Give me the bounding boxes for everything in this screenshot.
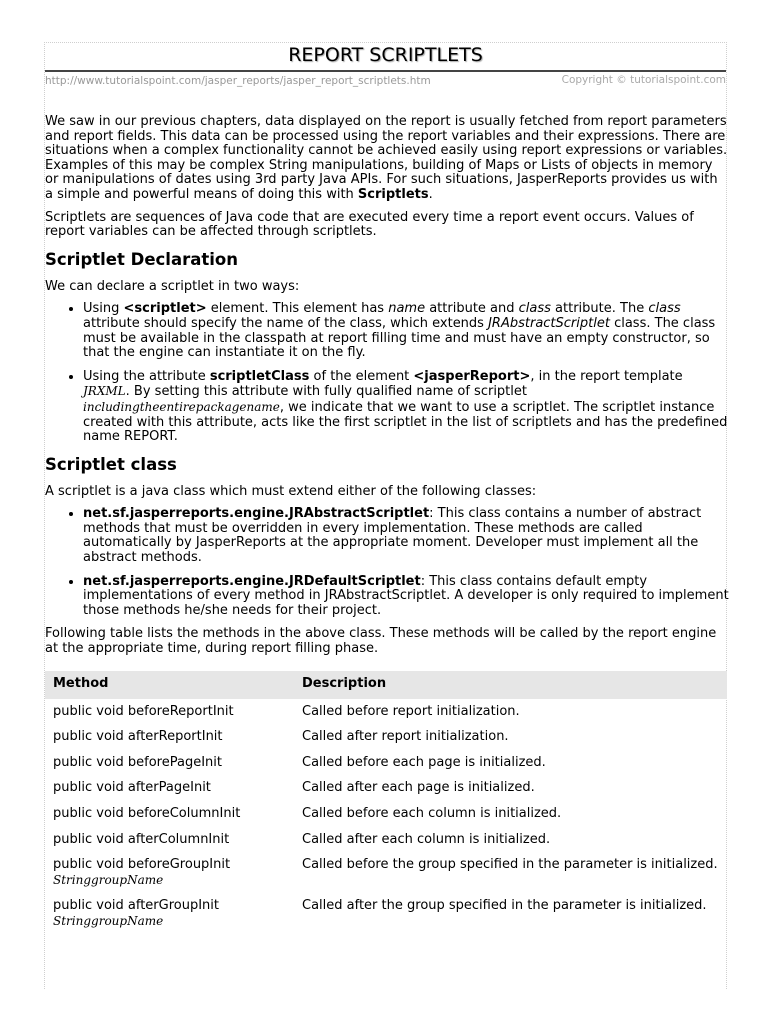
declaration-list: [45, 302, 729, 444]
method-name: public void beforePageInit: [53, 754, 222, 770]
text-run: .: [428, 186, 433, 202]
table-header-row: [45, 671, 727, 699]
bold-text: <jasperReport>: [413, 368, 531, 384]
method-cell: [45, 724, 294, 750]
description-cell: Called after report initialization.: [302, 729, 509, 745]
text-run: Using: [83, 301, 124, 317]
method-name: public void beforeColumnInit: [53, 806, 241, 821]
text-run: attribute. The: [550, 301, 649, 317]
method-cell: [45, 750, 294, 776]
section-heading-scriptlet-class: Scriptlet class: [45, 454, 177, 474]
description-cell: Called before each column is initialized.: [302, 806, 562, 821]
table-row: [45, 775, 727, 801]
description-cell: Called before each page is initialized.: [302, 754, 546, 770]
column-header-description: Description: [294, 671, 727, 699]
scriptlet-class-list: [45, 507, 729, 618]
italic-text: name: [388, 301, 426, 317]
table-row: [45, 724, 727, 750]
method-cell: [45, 699, 294, 725]
method-cell: [45, 775, 294, 801]
copyright-notice: Copyright © tutorialspoint.com: [561, 74, 726, 86]
text-run: : This class contains a number of abstract methods that must be overridden in every implementation. These methods are called automatically by JasperReports at the appropriate moment. Developer must implement all the abstract methods.: [83, 506, 702, 566]
method-parameter: StringgroupName: [53, 913, 164, 928]
section-heading-declaration: Scriptlet Declaration: [45, 249, 238, 269]
text-run: Scriptlets are sequences of Java code that are executed every time a report event occurs. Values of report variables can be affected through scriptlets.: [45, 209, 694, 240]
text-run: class. The class must be available in the classpath at report filling time and must have an empty constructor, so that the engine can instantiate it on the fly.: [83, 315, 716, 361]
list-item: [83, 575, 729, 619]
text-run: element. This element has: [206, 301, 389, 317]
method-cell: [45, 827, 294, 853]
table-row: [45, 750, 727, 776]
method-cell: [45, 852, 294, 893]
text-run: : This class contains default empty implementations of every method in JRAbstractScriptlet. A developer is only required to implement those methods he/she needs for their project.: [83, 573, 729, 618]
italic-text: class: [518, 301, 551, 317]
method-cell: [45, 893, 294, 934]
bold-text: scriptletClass: [209, 368, 310, 384]
text-run: attribute and: [425, 301, 519, 317]
bold-text: Scriptlets: [357, 186, 429, 202]
list-item: [83, 507, 729, 565]
method-name: public void beforeGroupInit: [53, 857, 231, 873]
method-cell: [45, 801, 294, 827]
description-cell: Called before the group specified in the parameter is initialized.: [302, 857, 718, 873]
table-row: [45, 801, 727, 827]
text-run: , in the report template: [530, 368, 683, 384]
method-name: public void afterColumnInit: [53, 831, 230, 847]
italic-text: includingtheentirepackagename: [83, 399, 280, 414]
italic-text: JRAbstractScriptlet: [488, 315, 610, 331]
method-name: public void beforeReportInit: [53, 703, 234, 719]
list-item: [83, 302, 729, 360]
method-parameter: StringgroupName: [53, 872, 164, 887]
description-cell: Called after each page is initialized.: [302, 780, 535, 796]
scriptlet-class-lead: A scriptlet is a java class which must extend either of the following classes:: [45, 483, 537, 499]
italic-text: JRXML: [83, 384, 126, 399]
table-row: [45, 827, 727, 853]
bold-text: net.sf.jasperreports.engine.JRAbstractScriptlet: [83, 506, 430, 522]
bold-text: <scriptlet>: [123, 301, 207, 317]
description-cell: Called after the group specified in the parameter is initialized.: [302, 898, 707, 914]
document-page: [44, 42, 727, 989]
methods-table: [45, 671, 727, 935]
text-run: of the element: [309, 368, 414, 384]
declaration-lead: We can declare a scriptlet in two ways:: [45, 278, 300, 294]
description-cell: Called before report initialization.: [302, 703, 520, 719]
bold-text: net.sf.jasperreports.engine.JRDefaultScriptlet: [83, 573, 421, 589]
text-run: attribute should specify the name of the class, which extends: [83, 315, 489, 331]
column-header-method: Method: [45, 671, 294, 699]
method-name: public void afterGroupInit: [53, 898, 220, 914]
method-name: public void afterReportInit: [53, 729, 223, 745]
text-run: Using the attribute: [83, 368, 210, 384]
text-run: , we indicate that we want to use a scriptlet. The scriptlet instance created with this attribute, acts like the first scriptlet in the list of scriptlets and has the predefined name REPORT.: [83, 399, 728, 445]
intro-paragraph: [45, 115, 729, 203]
title-divider: [45, 70, 726, 72]
table-row: [45, 852, 727, 893]
intro-paragraph: [45, 211, 729, 240]
table-row: [45, 699, 727, 725]
text-run: We saw in our previous chapters, data displayed on the report is usually fetched from report parameters and report fields. This data can be processed using the report variables and their expressions. There are situations when a complex functionality cannot be achieved easily using report expressions or variables. Examples of this may be complex String manipulations, building of Maps or Lists of objects in memory or manipulations of dates using 3rd party Java APIs. For such situations, JasperReports provides us with a simple and powerful means of doing this with: [45, 114, 728, 202]
table-row: [45, 893, 727, 934]
source-url: http://www.tutorialspoint.com/jasper_reports/jasper_report_scriptlets.htm: [45, 75, 431, 87]
method-name: public void afterPageInit: [53, 780, 211, 796]
list-item: [83, 370, 729, 445]
italic-text: class: [648, 301, 681, 317]
description-cell: Called after each column is initialized.: [302, 831, 551, 847]
text-run: . By setting this attribute with fully qualified name of scriptlet: [125, 384, 527, 400]
page-title: REPORT SCRIPTLETS: [288, 44, 483, 66]
document-body: [45, 115, 729, 935]
table-intro: Following table lists the methods in the above class. These methods will be called by the report engine at the appropriate time, during report filling phase.: [45, 626, 717, 657]
